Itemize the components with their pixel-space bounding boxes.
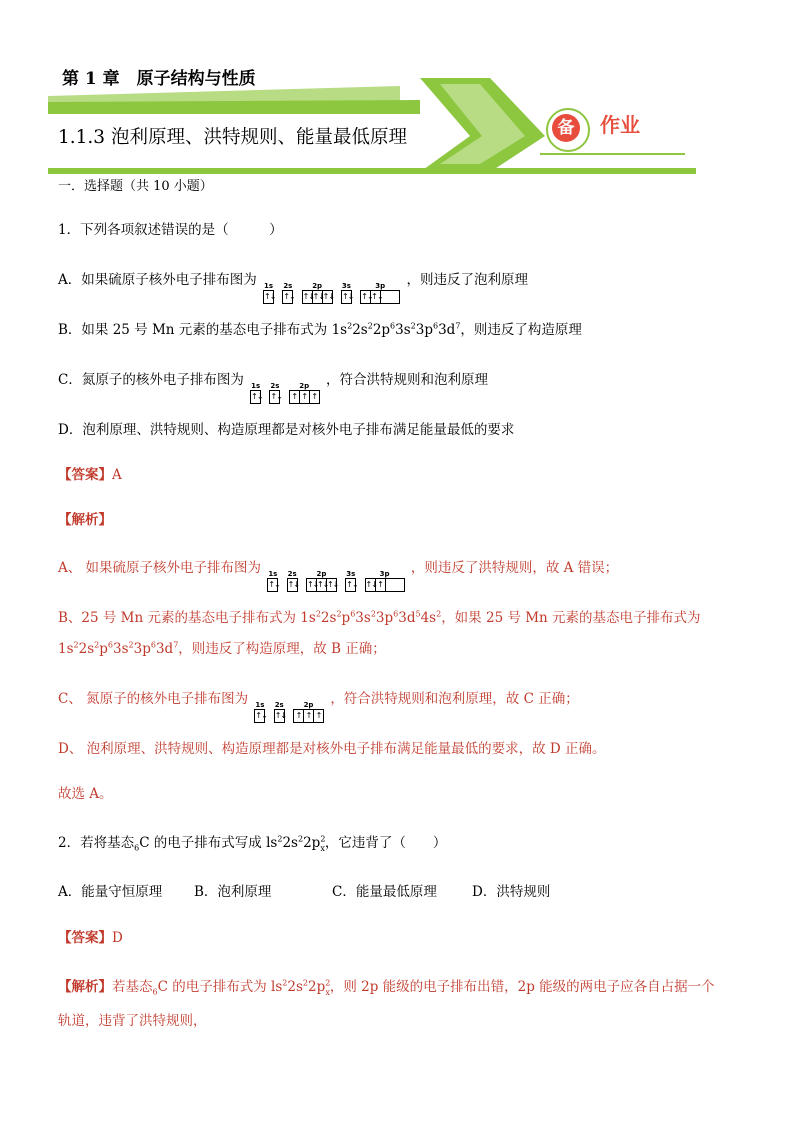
- q1-option-a: A．如果硫原子核外电子排布图为 1s ↑↓ 2s ↑↓ 2p ↑↓ ↑↓ ↑↓ 3s ↑↓ 3p ↑↓ ↑↓ ，则违反了泡利原理: [58, 271, 528, 304]
- q2-analysis-line1: 【解析】若基态$_6$C 的电子排布式为 $ls^22s^22p^2_x$，则 2p 能级的电子排布出错，2p 能级的两电子应各自占据一个: [58, 978, 715, 997]
- q2-analysis-line2: 轨道，违背了洪特规则，: [58, 1013, 207, 1029]
- q1-conclusion: 故选 A。: [58, 786, 113, 802]
- orbital-diagram-sulfur-hund: 1s ↑↓ 2s ↑↓ 2p ↑↓ ↑↓ ↑↓ 3s ↑↓ 3p ↑↓ ↑: [261, 560, 411, 576]
- q1-analysis-b-line1: B、25 号 Mn 元素的基态电子排布式为 $1s^22s^2p^63s^23p^63d^54s^2$，如果 25 号 Mn 元素的基态电子排布式为: [58, 609, 701, 626]
- orbital-diagram-nitrogen: 1s ↑↓ 2s ↑↓ 2p ↑ ↑ ↑: [244, 372, 326, 388]
- q1-analysis-b-line2: $1s^22s^2p^63s^23p^63d^7$，则违反了构造原理，故 B 正确；: [58, 640, 386, 657]
- orbital-diagram-nitrogen-2: 1s ↑↓ 2s ↑↓ 2p ↑ ↑ ↑: [248, 691, 330, 707]
- q1-analysis-label: 【解析】: [58, 512, 112, 528]
- q2-answer: 【答案】D: [58, 930, 123, 946]
- q2-option-a: A．能量守恒原理: [58, 884, 163, 900]
- q1-option-b: B．如果 25 号 Mn 元素的基态电子排布式为 $1s^22s^22p^63s^23p^63d^7$，则违反了构造原理: [58, 321, 582, 338]
- q1-option-d: D．泡利原理、洪特规则、构造原理都是对核外电子排布满足能量最低的要求: [58, 422, 515, 438]
- q2-option-c: C．能量最低原理: [332, 884, 437, 900]
- badge-text: 作业: [600, 113, 640, 137]
- q2-stem: 2．若将基态$_6$C 的电子排布式写成 $ls^22s^22p^2_x$，它违背了（ ）: [58, 834, 447, 853]
- orbital-diagram-sulfur-wrong: 1s ↑↓ 2s ↑↓ 2p ↑↓ ↑↓ ↑↓ 3s ↑↓ 3p ↑↓ ↑↓: [257, 272, 407, 288]
- q1-analysis-d: D、 泡利原理、洪特规则、构造原理都是对核外电子排布满足能量最低的要求，故 D 正确。: [58, 741, 606, 757]
- q2-option-d: D．洪特规则: [472, 884, 551, 900]
- q1-stem: 1．下列各项叙述错误的是（ ）: [58, 222, 283, 238]
- q1-option-c: C．氮原子的核外电子排布图为 1s ↑↓ 2s ↑↓ 2p ↑ ↑ ↑ ，符合洪特规则和泡利原理: [58, 371, 488, 404]
- lesson-title: 1.1.3 泡利原理、洪特规则、能量最低原理: [58, 127, 407, 148]
- q1-analysis-c: C、 氮原子的核外电子排布图为 1s ↑↓ 2s ↑↓ 2p ↑ ↑ ↑ ，符合洪特规则和泡利原理，故 C 正确；: [58, 690, 579, 723]
- section-title: 一．选择题（共 10 小题）: [58, 179, 213, 194]
- chapter-title: 第 1 章 原子结构与性质: [62, 69, 256, 89]
- q1-answer: 【答案】A: [58, 467, 122, 483]
- q1-analysis-a: A、 如果硫原子核外电子排布图为 1s ↑↓ 2s ↑↓ 2p ↑↓ ↑↓ ↑↓ 3s ↑↓ 3p ↑↓ ↑ ，则违反了洪特规则，故 A 错误；: [58, 559, 618, 592]
- badge-circle: 备: [552, 114, 580, 142]
- q2-option-b: B．泡利原理: [194, 884, 272, 900]
